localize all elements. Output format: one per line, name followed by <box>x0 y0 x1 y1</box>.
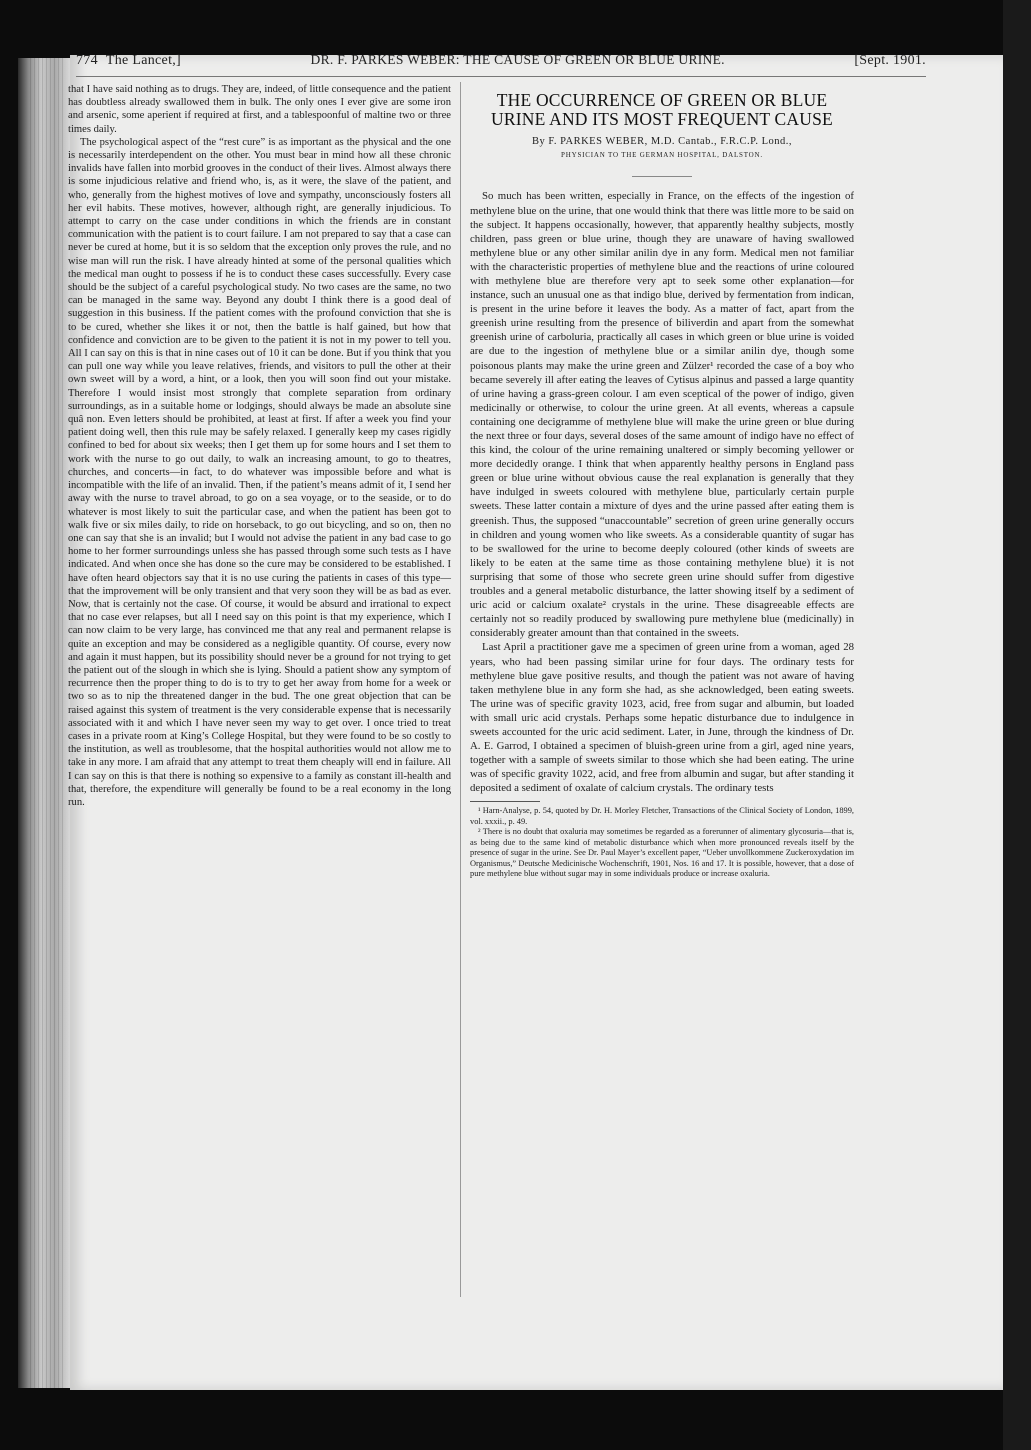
author-position: PHYSICIAN TO THE GERMAN HOSPITAL, DALSTON. <box>561 151 763 160</box>
article-title: THE OCCURRENCE OF GREEN OR BLUE URINE AND ITS MOST FREQUENT CAUSE <box>491 90 833 129</box>
footnotes <box>470 806 854 880</box>
dark-background-edge <box>1003 0 1031 1450</box>
paragraph: The psychological aspect of the “rest cure” is as important as the physical and the one is necessarily interdependent on the other. You must bear in mind how all these chronic invalids have fallen into morbid grooves in the conduct of their lives. Almost always there is some injudicious relative and friend who, is, as it were, the slave of the patient, and who, generally from the highest motives of love and sympathy, unconsciously fosters all her evil habits. These motives, however, although right, are generally injudicious. To attempt to carry on the case under conditions in which the friends are in constant communication with the patient is to court failure. I am not prepared to say that a case can never be cured at home, but it is so seldom that the exception only proves the rule, and no wise man will run the risk. I have already hinted at some of the personal qualities which the medical man ought to possess if he is to conduct these cases successfully. Every case should be the subject of a careful psychological study. No two cases are the same, no two can be managed in the same way. Beyond any doubt I think there is a good deal of suggestion in this business. If the patient comes with the profound conviction that she is to be cured, whether she likes it or not, then the battle is half gained, but how that confidence and conviction are to be given to the patient it is not in my power to tell you. All I can say on this is that in nine cases out of 10 it can be done. But if you think that you can pull one way while you leave relatives, friends, and visitors to pull the other at their own sweet will by a word, a hint, or a look, then you will soon find out your mistake. Therefore I would insist most strongly that complete separation from ordinary surroundings, as in a suitable home or lodgings, should always be made an absolute sine quâ non. Even letters should be prohibited, at least at first. If after a week you find your patient doing well, then this rule may be safely relaxed. I generally keep my cases rigidly confined to bed for about six weeks; then I get them up for some hours and I set them to work with the nurse to go out daily, to walk an increasing amount, to go to theatres, churches, and concerts—in fact, to do whatever was impossible before and what is incompatible with the life of an invalid. Then, if the patient’s means admit of it, I send her away with the nurse to travel abroad, to go on a sea voyage, or to the seaside, or to do whatever is most likely to suit the particular case, and when the patient has been got to walk five or six miles daily, to ride on horseback, to go out bicycling, and so on, then no one can say that she is an invalid; but I would not advise the patient in any bad case to go home to her former surroundings unless she has passed through some such tests as I have indicated. And when once she has done so the cure may be considered to be established. I have often heard objectors say that it is no use curing the patients in cases of this type—that the improvement will be only transient and that very soon they will be as bad as ever. Now, that is certainly not the case. Of course, it would be absurd and irrational to expect that no case ever relapses, but all I need say on this point is that my experience, which I can now claim to be very large, has convinced me that any real and permanent relapse is quite an exception and may be considered as a negligible quantity. Of course, every now and again it must happen, but its possibility should never be a ground for not trying to get the patient out of the slough in which she is lying. Should a patient show any symptom of recurrence then the proper thing to do is to try to get her away from home for a week or two so as to nip the threatened danger in the bud. The one great objection that can be raised against this system of treatment is the very considerable expense that is necessarily associated with it and which I have never seen my way to get over. I once tried to treat cases in a private room at King’s College Hospital, but they were found to be so costly to the institution, as well as troublesome, that the hospital authorities would not allow me to take in any more. I am afraid that any attempt to treat them cheaply will end in failure. All I can say on this is that there is nothing so expensive to a family as constant ill-health and that, therefore, the expenditure will generally be found to be a real economy in the long run. <box>68 136 451 808</box>
left-column <box>68 83 451 809</box>
column-divider <box>460 82 461 1297</box>
article-byline: By F. PARKES WEBER, M.D. Cantab., F.R.C.P. Lond., <box>532 136 792 147</box>
footnote-rule <box>470 801 540 802</box>
paragraph: Last April a practitioner gave me a specimen of green urine from a woman, aged 28 years, who had been passing similar urine for four days. The ordinary tests for methylene blue gave positive results, and though the patient was not aware of having taken methylene blue in any form she had, as she acknowledged, been eating sweets. The urine was of specific gravity 1023, acid, free from sugar and albumin, but loaded with small uric acid crystals. Perhaps some hepatic disturbance due to indulgence in sweets accounted for the uric acid sediment. Later, in June, through the kindness of Dr. A. E. Garrod, I obtained a specimen of bluish-green urine from a girl, aged nine years, together with a sample of sweets similar to those which she had been eating. The urine was of specific gravity 1022, acid, and free from albumin and sugar, but after standing it deposited a sediment of oxalate of calcium crystals. The ordinary tests <box>470 641 854 795</box>
footnote: ¹ Harn-Analyse, p. 54, quoted by Dr. H. Morley Fletcher, Transactions of the Clinical Society of London, 1899, vol. xxxii., p. 49. <box>470 806 854 826</box>
right-column <box>470 83 854 880</box>
title-rule <box>632 176 692 177</box>
binding-page-edges <box>30 58 66 1388</box>
running-title: DR. F. PARKES WEBER: THE CAUSE OF GREEN OR BLUE URINE. <box>310 52 725 67</box>
running-header <box>76 52 926 74</box>
paragraph: that I have said nothing as to drugs. They are, indeed, of little consequence and the patient has doubtless already swallowed them in bulk. The only ones I ever give are some iron and arsenic, some aperient if required at first, and a tablespoonful of maltine two or three times daily. <box>68 84 451 135</box>
paragraph: So much has been written, especially in France, on the effects of the ingestion of methylene blue on the urine, that one would think that there was little more to be said on the subject. It happens occasionally, however, that apparently healthy subjects, mostly children, pass green or blue urine, though they are unaware of having swallowed methylene blue or any other similar anilin dye in any form. Medical men not familiar with the characteristic properties of methylene blue and the reactions of urine coloured with methylene blue are therefore very apt to seek some other explanation—for instance, such an unusual one as that indigo blue, derived by fermentation from indican, is present in the urine before it leaves the body. As a matter of fact, apart from the greenish urine resulting from the presence of biliverdin and apart from the somewhat greenish urine of carboluria, practically all cases in which green or blue urine is voided are due to the ingestion of methylene blue or a similar anilin dye, though some poisonous plants may make the urine green and Zülzer¹ recorded the case of a boy who became severely ill after eating the leaves of Cytisus alpinus and passed a large quantity of urine having a grass-green colour. I am even sceptical of the power of indigo, given medicinally or otherwise, to colour the urine green. At all events, whereas a capsule containing one decigramme of methylene blue will make the urine green or blue during the next three or four days, several doses of the same amount of indigo have no effect of this kind, the colour of the urine remaining unaltered or simply becoming yellower or more decidedly orange. I think that when apparently healthy persons in England pass green or blue urine without obvious cause the real explanation is generally that they have indulged in sweets coloured with methylene blue, particularly certain purple sweets. These latter contain a mixture of dyes and the urine passed after eating them is greenish. Thus, the supposed “unaccountable” secretion of green urine generally occurs in children and young women who like sweets. As a considerable quantity of sugar has to be swallowed for the urine to become deeply coloured (other kinds of sweets are likely to be eaten at the same time as those containing methylene blue) it is not surprising that some of those who secrete green urine should suffer from digestive troubles and a general metabolic disturbance, the latter showing itself by a sediment of uric acid or calcium oxalate² crystals in the urine. These disagreeable effects are certainly not so readily produced by swallowing pure methylene blue (medicinally) in considerably greater amount than that contained in the sweets. <box>470 190 854 640</box>
article-body <box>470 189 854 795</box>
issue-date: [Sept. 1901. <box>854 53 926 68</box>
page-number: 774 <box>76 53 98 68</box>
footnote: ² There is no doubt that oxaluria may sometimes be regarded as a forerunner of alimentary glycosuria—that is, as being due to the same kind of metabolic disturbance which when more pronounced reveals itself by the presence of sugar in the urine. See Dr. Paul Mayer’s excellent paper, “Ueber unvollkommene Zuckeroxydation im Organismus,” Deutsche Medicinische Wochenschrift, 1901, Nos. 16 and 17. It is possible, however, that a dose of pure methylene blue without sugar may in some individuals produce or increase oxaluria. <box>470 827 854 879</box>
journal-name: The Lancet,] <box>105 53 182 68</box>
header-rule <box>76 76 926 77</box>
